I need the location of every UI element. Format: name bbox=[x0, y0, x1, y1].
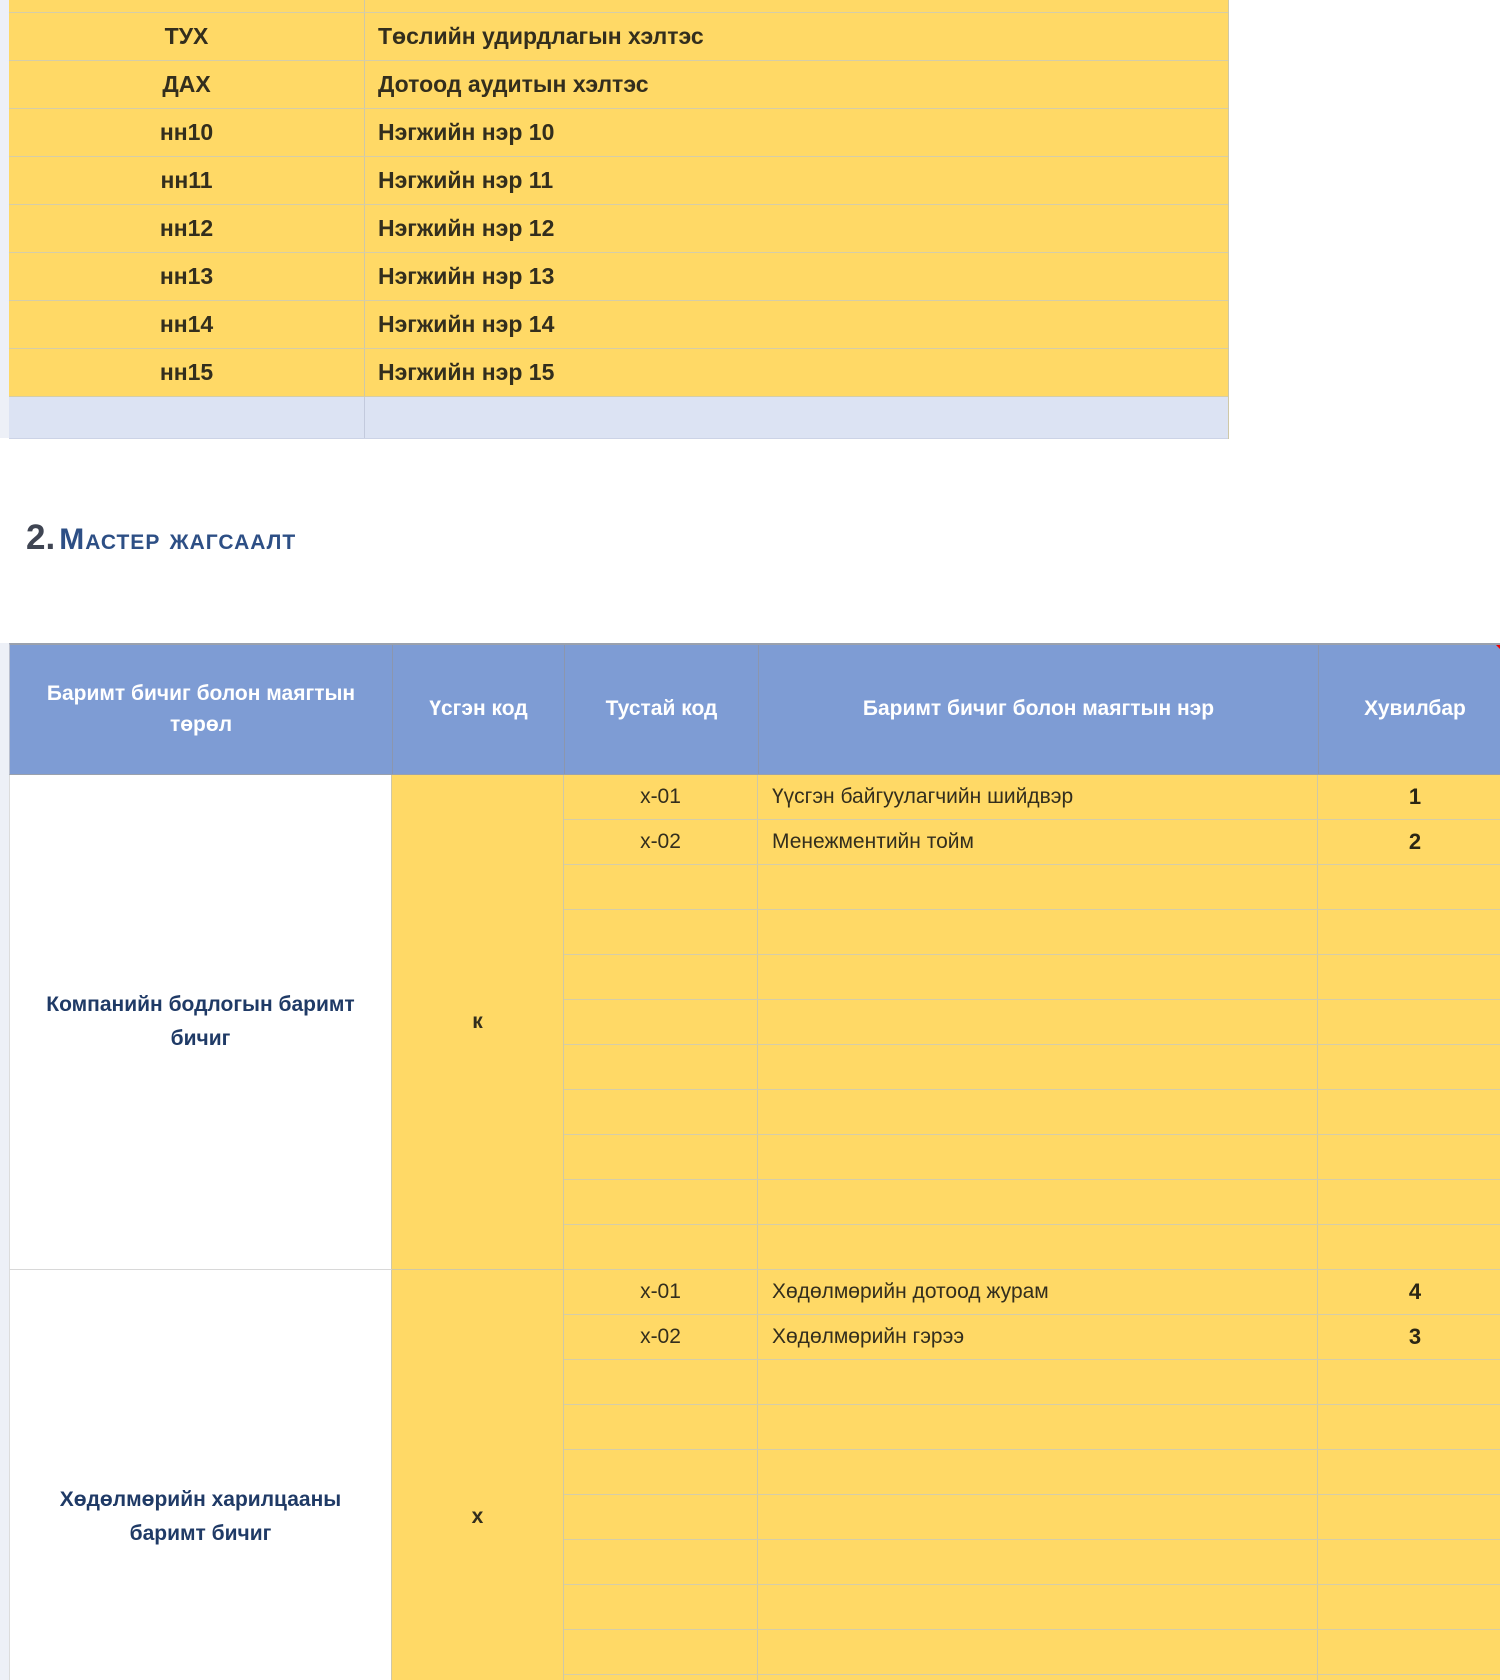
document-name-cell[interactable] bbox=[758, 910, 1318, 954]
document-type-cell[interactable]: Хөдөлмөрийн харилцааны баримт бичиг bbox=[9, 1270, 392, 1680]
department-name-cell[interactable]: Нэгжийн нэр 10 bbox=[378, 119, 555, 145]
numeric-code-cell[interactable]: х-02 bbox=[564, 820, 758, 864]
department-name-cell[interactable]: Нэгжийн нэр 11 bbox=[378, 167, 554, 193]
version-cell[interactable]: 1 bbox=[1408, 784, 1422, 809]
master-table-section bbox=[9, 1270, 1500, 1680]
table-row bbox=[9, 301, 1228, 349]
table-row bbox=[564, 1315, 1500, 1360]
numeric-code-cell[interactable]: х-02 bbox=[564, 1315, 758, 1359]
document-name-cell[interactable]: Менежментийн тойм bbox=[758, 820, 1318, 864]
abbreviation-cell[interactable] bbox=[9, 0, 365, 12]
document-name-cell[interactable] bbox=[758, 1180, 1318, 1224]
numeric-code-cell[interactable] bbox=[564, 1045, 758, 1089]
table-row bbox=[9, 205, 1228, 253]
version-cell[interactable] bbox=[1318, 1180, 1500, 1224]
abbreviation-cell[interactable]: нн10 bbox=[9, 109, 365, 156]
numeric-code-cell[interactable] bbox=[564, 1360, 758, 1404]
numeric-code-cell[interactable] bbox=[564, 1000, 758, 1044]
numeric-code-cell[interactable] bbox=[564, 1585, 758, 1629]
table-row-empty bbox=[564, 1000, 1500, 1045]
numeric-code-cell[interactable] bbox=[564, 1090, 758, 1134]
section-rows bbox=[564, 1270, 1500, 1680]
version-cell[interactable] bbox=[1318, 910, 1500, 954]
document-type-cell[interactable]: Компанийн бодлогын баримт бичиг bbox=[9, 775, 392, 1270]
heading-title: Мастер жагсаалт bbox=[59, 523, 297, 556]
version-cell[interactable] bbox=[1318, 955, 1500, 999]
numeric-code-cell[interactable] bbox=[564, 1180, 758, 1224]
version-cell[interactable]: 3 bbox=[1408, 1324, 1422, 1349]
version-cell[interactable] bbox=[1318, 1405, 1500, 1449]
abbreviation-cell[interactable]: нн13 bbox=[9, 253, 365, 300]
department-name-cell[interactable]: Нэгжийн нэр 14 bbox=[378, 311, 555, 337]
abbreviation-cell[interactable]: ТУХ bbox=[9, 13, 365, 60]
table-row-empty bbox=[564, 1540, 1500, 1585]
header-numeric-code[interactable]: Тустай код bbox=[565, 645, 759, 774]
legend-table-body bbox=[9, 13, 1228, 397]
table-row-empty bbox=[564, 1630, 1500, 1675]
department-name-cell[interactable] bbox=[365, 0, 1228, 12]
department-name-cell[interactable]: Нэгжийн нэр 15 bbox=[378, 359, 555, 385]
document-name-cell[interactable] bbox=[758, 1135, 1318, 1179]
header-document-name[interactable]: Баримт бичиг болон маягтын нэр bbox=[759, 645, 1319, 774]
version-cell[interactable] bbox=[1318, 1630, 1500, 1674]
header-version-label: Хувилбар bbox=[1364, 697, 1466, 721]
document-name-cell[interactable] bbox=[758, 1585, 1318, 1629]
header-version[interactable] bbox=[1319, 645, 1500, 774]
document-name-cell[interactable] bbox=[758, 1000, 1318, 1044]
numeric-code-cell[interactable] bbox=[564, 1630, 758, 1674]
table-row-empty bbox=[564, 1225, 1500, 1270]
numeric-code-cell[interactable] bbox=[564, 1540, 758, 1584]
section-heading bbox=[26, 518, 296, 558]
document-name-cell[interactable] bbox=[758, 1495, 1318, 1539]
letter-code-cell[interactable]: к bbox=[392, 775, 564, 1270]
document-name-cell[interactable] bbox=[758, 1045, 1318, 1089]
abbreviation-cell[interactable]: нн11 bbox=[9, 157, 365, 204]
table-row-cutoff bbox=[9, 0, 1228, 13]
table-row-empty bbox=[564, 1045, 1500, 1090]
table-row-empty bbox=[564, 1450, 1500, 1495]
numeric-code-cell[interactable] bbox=[564, 910, 758, 954]
table-row-empty bbox=[564, 1675, 1500, 1680]
document-name-cell[interactable] bbox=[758, 955, 1318, 999]
department-name-cell[interactable]: Дотоод аудитын хэлтэс bbox=[378, 71, 649, 97]
table-row bbox=[9, 157, 1228, 205]
letter-code-cell[interactable]: х bbox=[392, 1270, 564, 1680]
table-row-empty bbox=[564, 1405, 1500, 1450]
numeric-code-cell[interactable]: х-01 bbox=[564, 775, 758, 819]
section-rows bbox=[564, 775, 1500, 1270]
document-name-cell[interactable] bbox=[758, 865, 1318, 909]
empty-cell[interactable] bbox=[9, 397, 365, 438]
document-name-cell[interactable]: Үүсгэн байгуулагчийн шийдвэр bbox=[758, 775, 1318, 819]
master-table bbox=[9, 643, 1500, 1680]
numeric-code-cell[interactable] bbox=[564, 1495, 758, 1539]
version-cell[interactable]: 4 bbox=[1408, 1279, 1422, 1304]
master-table-section bbox=[9, 775, 1500, 1270]
version-cell[interactable] bbox=[1318, 1360, 1500, 1404]
version-cell[interactable] bbox=[1318, 1000, 1500, 1044]
legend-table bbox=[9, 0, 1229, 439]
table-row-empty bbox=[564, 910, 1500, 955]
version-cell[interactable] bbox=[1318, 865, 1500, 909]
document-name-cell[interactable] bbox=[758, 1405, 1318, 1449]
abbreviation-cell[interactable]: нн14 bbox=[9, 301, 365, 348]
table-row bbox=[9, 253, 1228, 301]
numeric-code-cell[interactable] bbox=[564, 1135, 758, 1179]
sheet-left-edge bbox=[0, 0, 9, 438]
document-name-cell[interactable] bbox=[758, 1675, 1318, 1680]
heading-number: 2. bbox=[26, 518, 56, 557]
numeric-code-cell[interactable] bbox=[564, 1450, 758, 1494]
comment-indicator-icon bbox=[1496, 645, 1500, 660]
version-cell[interactable] bbox=[1318, 1045, 1500, 1089]
version-cell[interactable] bbox=[1318, 1090, 1500, 1134]
sheet-left-edge bbox=[0, 643, 9, 1680]
document-name-cell[interactable] bbox=[758, 1360, 1318, 1404]
master-table-body bbox=[9, 775, 1500, 1680]
table-row bbox=[564, 775, 1500, 820]
version-cell[interactable] bbox=[1318, 1495, 1500, 1539]
document-name-cell[interactable]: Хөдөлмөрийн гэрээ bbox=[758, 1315, 1318, 1359]
numeric-code-cell[interactable] bbox=[564, 865, 758, 909]
master-table-header-row bbox=[9, 643, 1500, 775]
table-row-empty bbox=[564, 955, 1500, 1000]
table-row bbox=[9, 349, 1228, 397]
numeric-code-cell[interactable] bbox=[564, 1675, 758, 1680]
table-row bbox=[9, 109, 1228, 157]
table-row-empty bbox=[564, 1495, 1500, 1540]
table-row-empty bbox=[564, 1135, 1500, 1180]
abbreviation-cell[interactable]: нн12 bbox=[9, 205, 365, 252]
table-row-empty bbox=[564, 1090, 1500, 1135]
table-row-empty bbox=[564, 865, 1500, 910]
document-name-cell[interactable] bbox=[758, 1225, 1318, 1269]
table-row bbox=[9, 61, 1228, 109]
header-letter-code[interactable]: Үсгэн код bbox=[393, 645, 565, 774]
version-cell[interactable] bbox=[1318, 1540, 1500, 1584]
document-name-cell[interactable] bbox=[758, 1630, 1318, 1674]
table-row-empty bbox=[564, 1360, 1500, 1405]
table-row bbox=[564, 820, 1500, 865]
abbreviation-cell[interactable]: ДАХ bbox=[9, 61, 365, 108]
document-name-cell[interactable]: Хөдөлмөрийн дотоод журам bbox=[758, 1270, 1318, 1314]
document-name-cell[interactable] bbox=[758, 1090, 1318, 1134]
table-row bbox=[9, 13, 1228, 61]
version-cell[interactable] bbox=[1318, 1675, 1500, 1680]
numeric-code-cell[interactable] bbox=[564, 1225, 758, 1269]
numeric-code-cell[interactable] bbox=[564, 955, 758, 999]
abbreviation-cell[interactable]: нн15 bbox=[9, 349, 365, 396]
document-name-cell[interactable] bbox=[758, 1450, 1318, 1494]
department-name-cell[interactable]: Нэгжийн нэр 13 bbox=[378, 263, 555, 289]
version-cell[interactable] bbox=[1318, 1585, 1500, 1629]
header-document-type[interactable]: Баримт бичиг болон маягтын төрөл bbox=[10, 645, 393, 774]
department-name-cell[interactable]: Төслийн удирдлагын хэлтэс bbox=[378, 23, 704, 49]
version-cell[interactable] bbox=[1318, 1450, 1500, 1494]
version-cell[interactable] bbox=[1318, 1135, 1500, 1179]
table-row-empty bbox=[564, 1585, 1500, 1630]
empty-cell[interactable] bbox=[365, 397, 1228, 438]
version-cell[interactable]: 2 bbox=[1408, 829, 1422, 854]
numeric-code-cell[interactable]: х-01 bbox=[564, 1270, 758, 1314]
numeric-code-cell[interactable] bbox=[564, 1405, 758, 1449]
empty-lavender-row bbox=[9, 397, 1228, 439]
table-row-empty bbox=[564, 1180, 1500, 1225]
version-cell[interactable] bbox=[1318, 1225, 1500, 1269]
department-name-cell[interactable]: Нэгжийн нэр 12 bbox=[378, 215, 555, 241]
table-row bbox=[564, 1270, 1500, 1315]
document-name-cell[interactable] bbox=[758, 1540, 1318, 1584]
